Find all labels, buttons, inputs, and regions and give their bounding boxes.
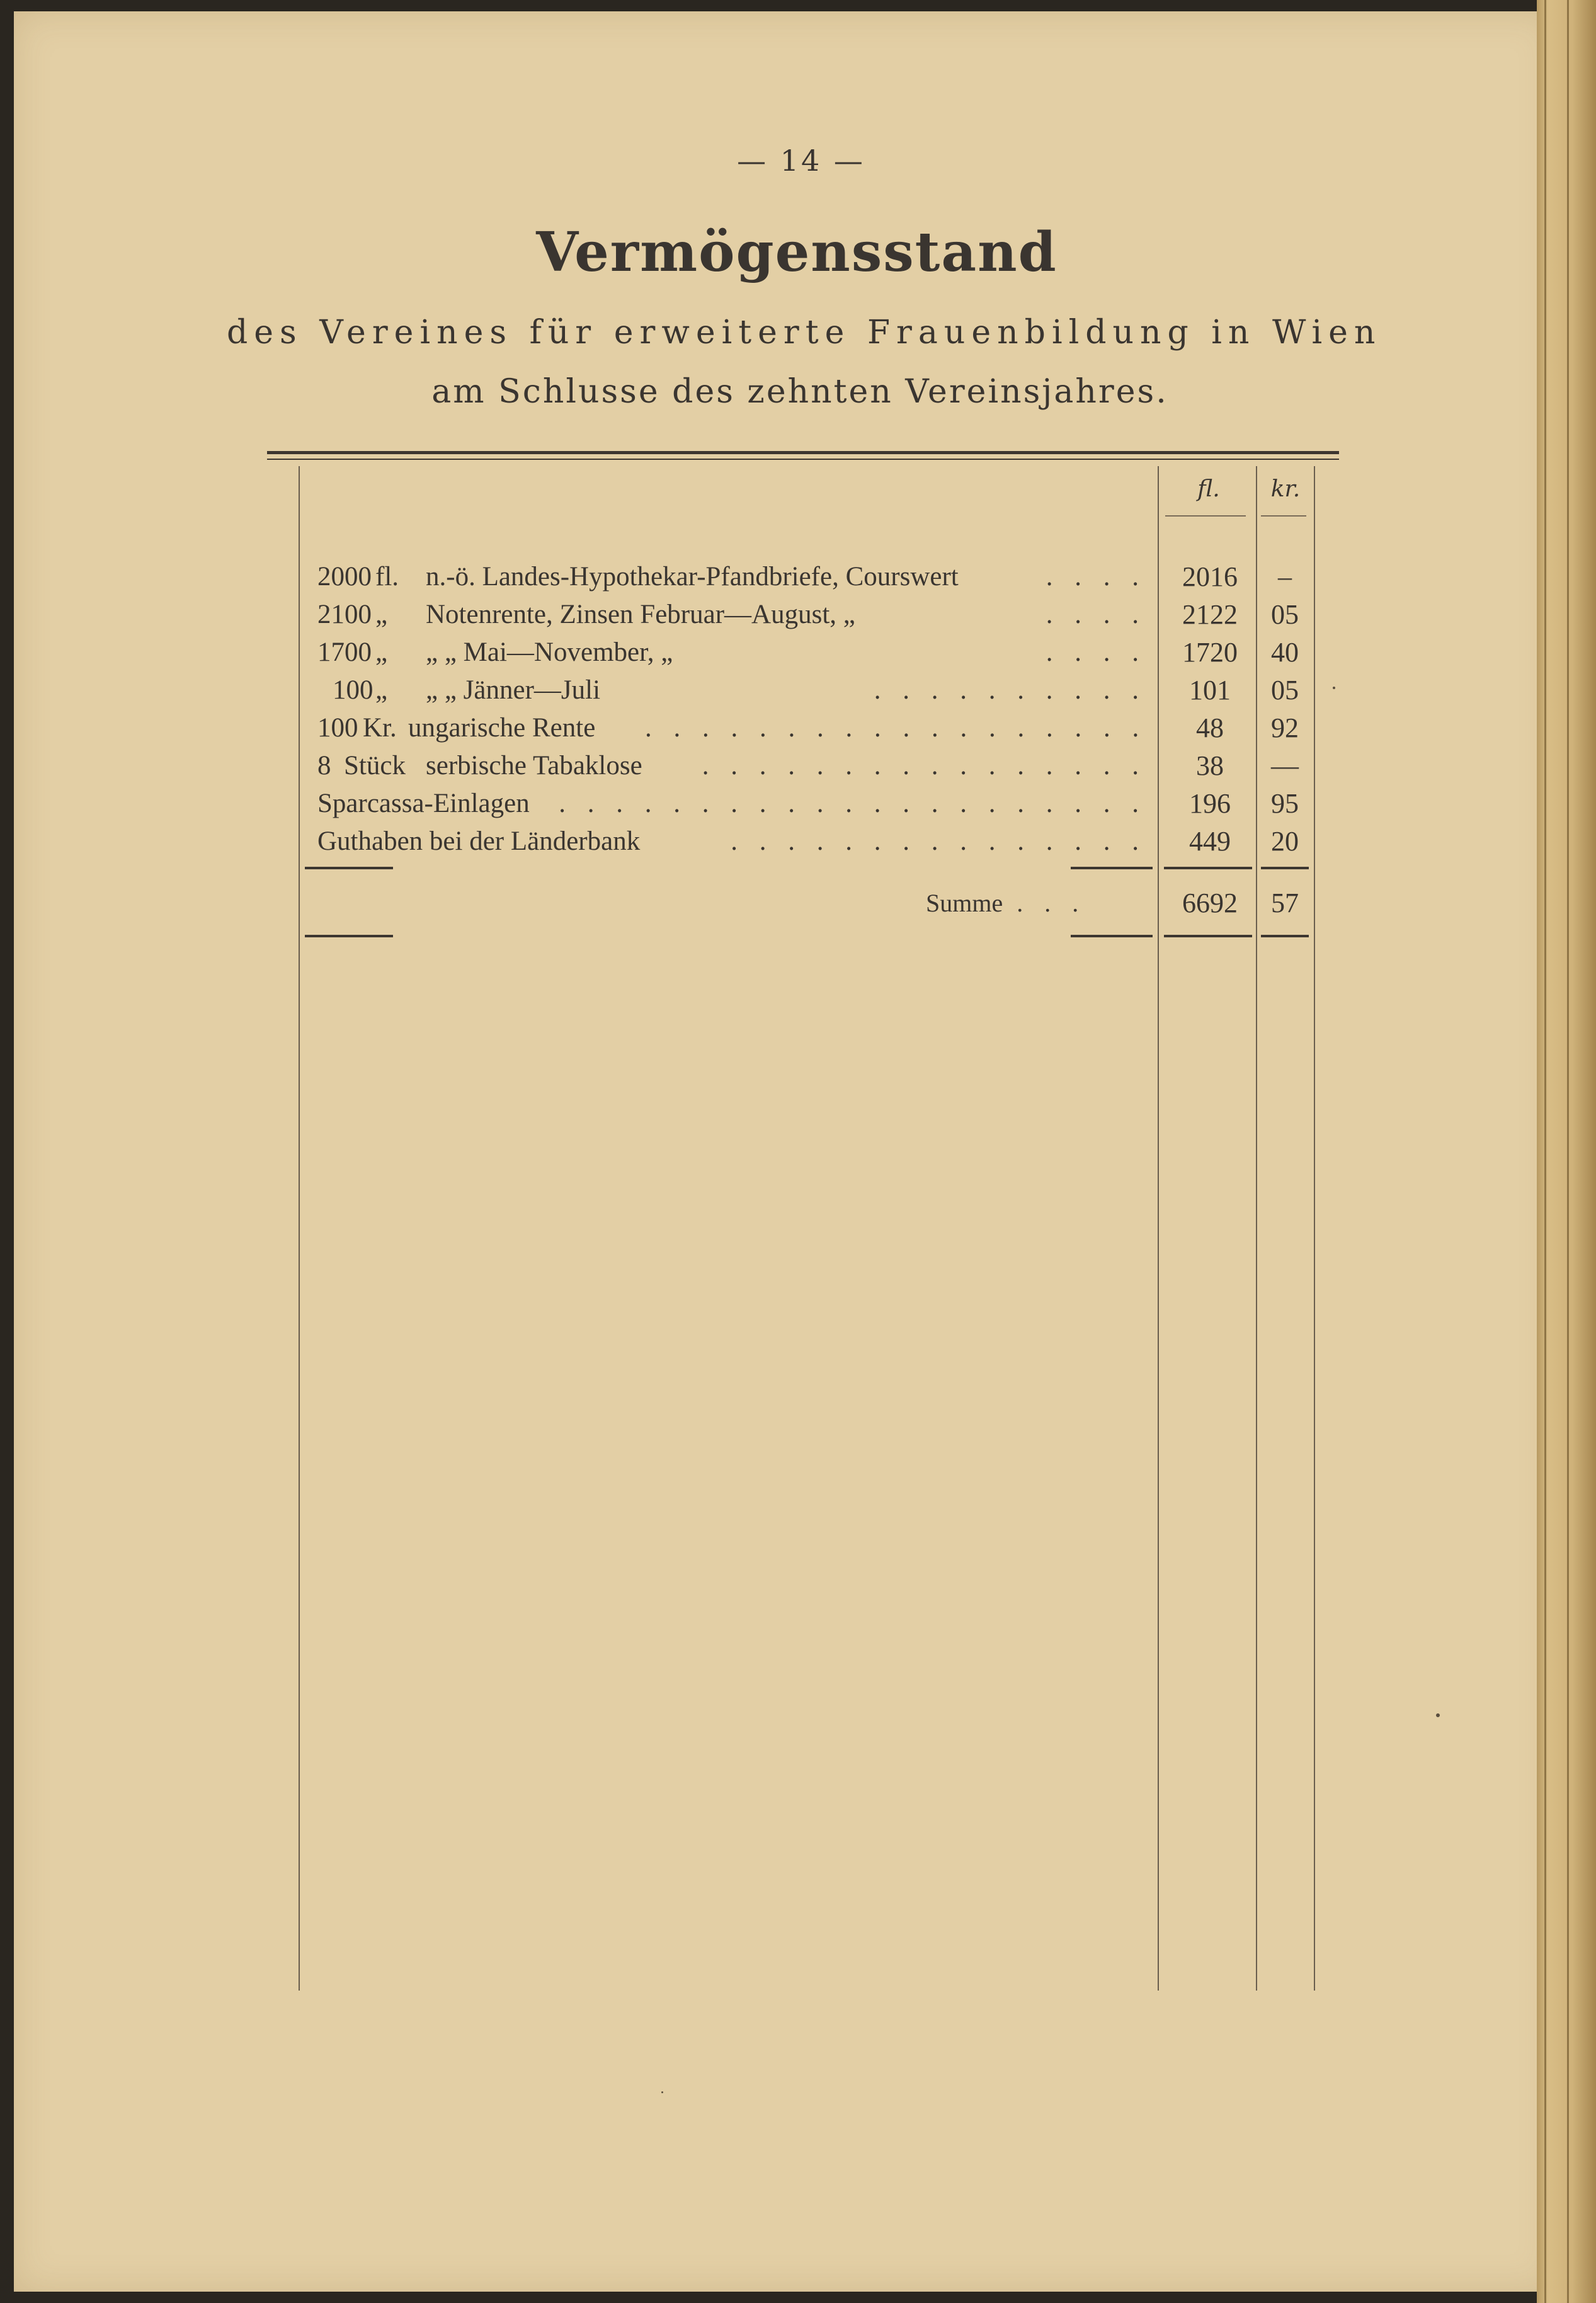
leader-dots: . . . . <box>1046 562 1146 591</box>
table-row <box>0 671 1596 709</box>
row-unit: Kr. <box>363 713 397 743</box>
table-row <box>0 558 1596 596</box>
row-kr-value: – <box>1278 561 1292 592</box>
left-sum-rule-top <box>305 867 393 869</box>
sum-row <box>0 884 1596 922</box>
header-fl: fl. <box>1197 476 1220 502</box>
row-kr-value: 40 <box>1271 637 1299 668</box>
top-rule-thick <box>267 451 1339 454</box>
row-unit: Stück <box>344 751 406 780</box>
header-underline-kr <box>1261 515 1306 517</box>
table-row <box>0 596 1596 634</box>
row-description: Notenrente, Zinsen Februar—August, „ <box>426 600 855 629</box>
row-description: Guthaben bei der Länderbank <box>317 826 641 856</box>
row-fl-value: 48 <box>1196 712 1224 743</box>
row-fl-value: 38 <box>1196 750 1224 781</box>
top-rule-thin <box>267 459 1339 460</box>
fl-sum-rule-top <box>1164 867 1252 869</box>
book-edge <box>1537 0 1596 2303</box>
row-quantity: 2000 <box>317 562 372 591</box>
row-description: ungarische Rente <box>408 713 596 743</box>
row-description: „ „ Jänner—Juli <box>426 675 601 705</box>
row-kr-value: — <box>1271 750 1299 781</box>
table-row <box>0 785 1596 823</box>
subtitle-line-2: am Schlusse des zehnten Vereinsjahres. <box>431 373 1168 411</box>
sum-kr-value: 57 <box>1271 888 1299 918</box>
sum-label: Summe . . . <box>926 889 1086 917</box>
kr-sum-rule-top <box>1261 867 1309 869</box>
row-quantity: 100 <box>317 713 358 743</box>
row-kr-value: 95 <box>1271 788 1299 819</box>
row-fl-value: 101 <box>1189 675 1231 706</box>
header-underline-fl <box>1165 515 1246 517</box>
row-kr-value: 05 <box>1271 599 1299 630</box>
row-description: n.-ö. Landes-Hypothekar-Pfandbriefe, Courswert <box>426 562 959 591</box>
row-fl-value: 1720 <box>1182 637 1238 668</box>
sum-label-text: Summe <box>926 889 1003 917</box>
row-fl-value: 2122 <box>1182 599 1238 630</box>
page-number: — 14 — <box>737 144 865 178</box>
leader-dots: . . . . . . . . . . <box>874 675 1146 705</box>
row-fl-value: 449 <box>1189 826 1231 857</box>
row-description: serbische Tabaklose <box>426 751 642 780</box>
leader-dots: . . . . . . . . . . . . . . . . <box>702 751 1146 780</box>
header-kr: kr. <box>1270 476 1301 502</box>
paper-speck <box>661 2091 663 2093</box>
row-fl-value: 196 <box>1189 788 1231 819</box>
table-row <box>0 634 1596 671</box>
table-row <box>0 823 1596 860</box>
row-kr-value: 20 <box>1271 826 1299 857</box>
row-kr-value: 92 <box>1271 712 1299 743</box>
document-page <box>14 11 1556 2292</box>
paper-speck <box>1436 1713 1440 1717</box>
left-sum-rule-bottom <box>305 935 393 937</box>
row-kr-value: 05 <box>1271 675 1299 706</box>
leader-dots: . . . . . . . . . . . . . . . . . . <box>645 713 1146 743</box>
table-row <box>0 709 1596 747</box>
kr-sum-rule-bottom <box>1261 935 1309 937</box>
paper-speck <box>1333 687 1335 689</box>
row-description: „ „ Mai—November, „ <box>426 637 673 667</box>
row-quantity: 100 <box>333 675 373 705</box>
subtitle-line-1: des Vereines für erweiterte Frauenbildung in Wien <box>227 314 1382 351</box>
leader-dots: . . . . <box>1046 600 1146 629</box>
sum-fl-value: 6692 <box>1182 888 1238 918</box>
mid-sum-rule-top <box>1071 867 1153 869</box>
mid-sum-rule-bottom <box>1071 935 1153 937</box>
row-unit: fl. <box>375 562 399 591</box>
leader-dots: . . . . . . . . . . . . . . . <box>731 826 1146 856</box>
row-description: Sparcassa-Einlagen <box>317 789 530 818</box>
row-unit: „ <box>375 600 388 629</box>
page-title: Vermögensstand <box>536 220 1057 284</box>
row-unit: „ <box>375 675 388 705</box>
fl-sum-rule-bottom <box>1164 935 1252 937</box>
leader-dots: . . . . . . . . . . . . . . . . . . . . . <box>559 789 1146 818</box>
row-fl-value: 2016 <box>1182 561 1238 592</box>
row-quantity: 2100 <box>317 600 372 629</box>
row-quantity: 1700 <box>317 637 372 667</box>
row-quantity: 8 <box>317 751 331 780</box>
leader-dots: . . . . <box>1046 637 1146 667</box>
table-row <box>0 747 1596 785</box>
row-unit: „ <box>375 637 388 667</box>
